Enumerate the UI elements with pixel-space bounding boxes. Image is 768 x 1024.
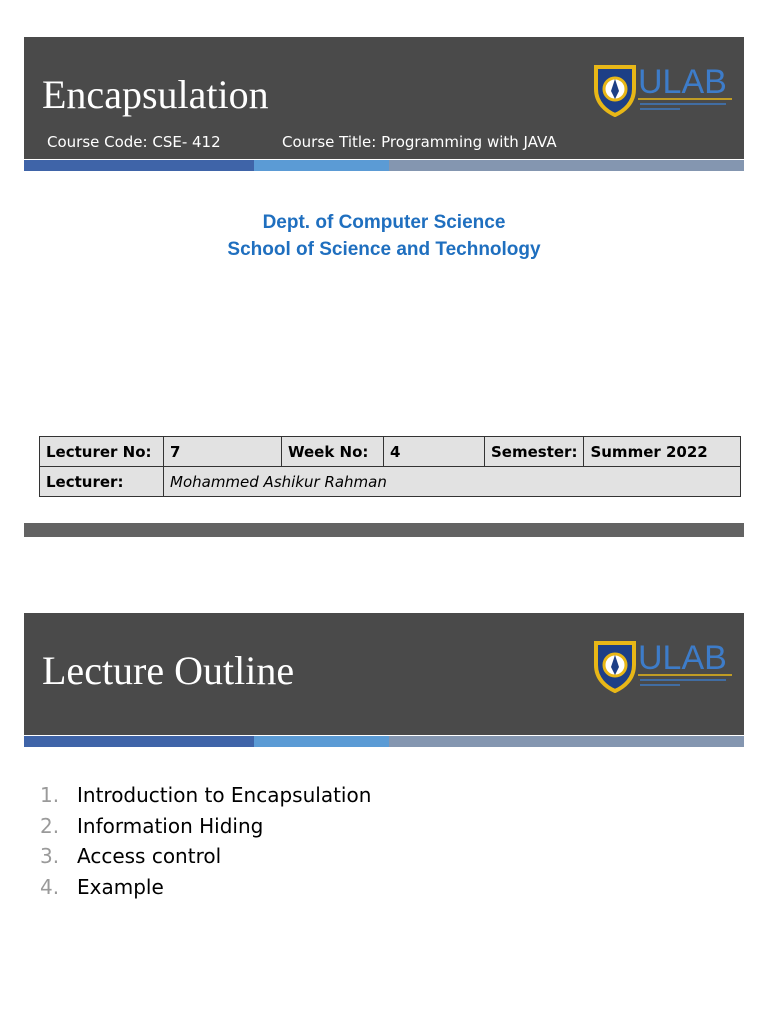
list-item-text: Introduction to Encapsulation <box>77 783 372 807</box>
semester-value: Summer 2022 <box>584 437 741 467</box>
ulab-logo-text: ULAB <box>638 63 727 101</box>
slide2-title: Lecture Outline <box>42 648 295 693</box>
semester-label: Semester: <box>485 437 584 467</box>
list-item-number: 4. <box>40 874 60 899</box>
lecturer-no-value: 7 <box>164 437 282 467</box>
lecturer-label: Lecturer: <box>40 467 164 497</box>
list-item-number: 2. <box>40 813 60 838</box>
ulab-logo <box>592 639 734 693</box>
table-row <box>40 467 741 497</box>
list-item <box>40 811 371 842</box>
department-block <box>0 209 768 263</box>
list-item-text: Example <box>77 874 164 899</box>
list-item-text: Information Hiding <box>77 813 264 838</box>
dept-name: Dept. of Computer Science <box>262 212 506 233</box>
week-no-label: Week No: <box>282 437 384 467</box>
list-item-number: 3. <box>40 844 60 868</box>
course-code: Course Code: CSE- 412 <box>47 133 221 151</box>
lecture-info-table <box>39 436 741 497</box>
slide1-accent-stripe <box>24 160 744 171</box>
lecturer-name: Mohammed Ashikur Rahman <box>164 467 741 497</box>
slide2-accent-stripe <box>24 736 744 747</box>
list-item-number: 1. <box>40 783 60 807</box>
list-item <box>40 841 371 872</box>
ulab-logo <box>592 63 734 117</box>
slide1-header-banner <box>24 37 744 159</box>
lecturer-no-label: Lecturer No: <box>40 437 164 467</box>
ulab-logo-text: ULAB <box>638 639 727 677</box>
lecture-outline-list <box>40 780 371 902</box>
list-item-text: Access control <box>77 844 222 868</box>
list-item <box>40 872 371 903</box>
table-row <box>40 437 741 467</box>
slide1-bottom-bar <box>24 523 744 537</box>
school-name: School of Science and Technology <box>227 239 541 260</box>
list-item <box>40 780 371 811</box>
slide1-title: Encapsulation <box>42 72 269 117</box>
course-title: Course Title: Programming with JAVA <box>282 133 557 151</box>
slide2-header-banner <box>24 613 744 735</box>
week-no-value: 4 <box>384 437 485 467</box>
